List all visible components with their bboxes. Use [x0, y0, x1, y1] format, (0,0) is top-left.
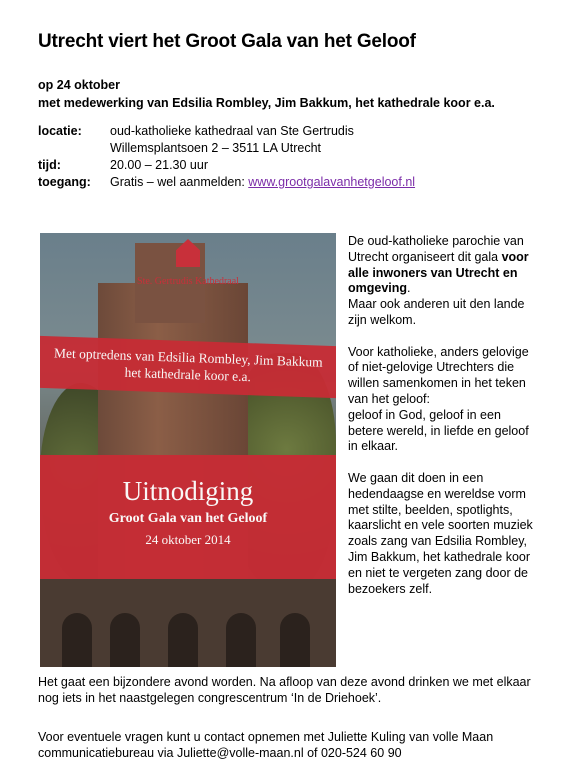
description-paragraph-3: We gaan dit doen in een hedendaagse en wereldse vorm met stilte, beelden, spotlights, kaarslicht en vele soorten muziek zoals zang van Edsilia Rombley, Jim Bakkum, het kathedrale koor en niet te vergeten zang door de bezoekers zelf.: [348, 470, 533, 596]
cathedral-logo-name: Ste. Gertrudis Kathedraal: [137, 276, 239, 287]
performers-line2: het kathedrale koor e.a.: [124, 364, 252, 385]
time-value: 20.00 – 21.30 uur: [110, 158, 208, 172]
cooperation-line: met medewerking van Edsilia Rombley, Jim Bakkum, het kathedrale koor e.a.: [38, 96, 495, 110]
description-column: [348, 234, 534, 613]
website-link[interactable]: www.grootgalavanhetgeloof.nl: [248, 175, 416, 189]
invitation-event: Groot Gala van het Geloof: [108, 511, 268, 526]
description-emphasis: voor alle inwoners van Utrecht en omgeving: [348, 249, 529, 296]
invitation-heading: Uitnodiging: [122, 476, 254, 506]
performers-banner: [40, 336, 336, 399]
description-punctuation: .: [407, 281, 411, 296]
access-value: [110, 175, 415, 189]
access-label: toegang:: [38, 175, 91, 189]
invitation-date: 24 oktober 2014: [145, 532, 231, 547]
access-text: Gratis – wel aanmelden:: [110, 175, 249, 189]
poster-facade: [40, 579, 336, 667]
church-logo-icon: [173, 239, 203, 267]
facade-arch: [62, 613, 92, 667]
description-audience: Voor katholieke, anders gelovige of niet-gelovige Utrechters die willen samenkomen in het teken van het geloof:: [348, 344, 529, 406]
location-label: locatie:: [38, 124, 82, 138]
description-text: De oud-katholieke parochie van Utrecht organiseert dit gala: [348, 234, 524, 264]
facade-arch: [110, 613, 140, 667]
facade-arch: [168, 613, 198, 667]
page-title: Utrecht viert het Groot Gala van het Geloof: [38, 31, 416, 52]
description-welcome: Maar ook anderen uit den lande zijn welkom.: [348, 297, 525, 327]
invitation-banner: [40, 455, 336, 579]
closing-paragraph: Het gaat een bijzondere avond worden. Na afloop van deze avond drinken we met elkaar nog iets in het naastgelegen congrescentrum ‘In de Driehoek’.: [38, 675, 531, 705]
description-faith: geloof in God, geloof in een betere wereld, in liefde en geloof in elkaar.: [348, 407, 529, 454]
description-paragraph-2: [348, 345, 534, 456]
address-value: Willemsplantsoen 2 – 3511 LA Utrecht: [110, 141, 321, 155]
location-value: oud-katholieke kathedraal van Ste Gertrudis: [110, 124, 354, 138]
time-label: tijd:: [38, 158, 61, 172]
facade-arch: [226, 613, 256, 667]
facade-arch: [280, 613, 310, 667]
cathedral-logo: [40, 239, 336, 287]
description-paragraph-1: [348, 234, 534, 329]
event-date: op 24 oktober: [38, 78, 120, 92]
contact-paragraph: Voor eventuele vragen kunt u contact opnemen met Juliette Kuling van volle Maan communicatiebureau via Juliette@volle-maan.nl of 020-524 60 90: [38, 730, 494, 760]
performers-line1: Met optredens van Edsilia Rombley, Jim Bakkum: [53, 345, 323, 370]
invitation-poster: [40, 233, 336, 667]
